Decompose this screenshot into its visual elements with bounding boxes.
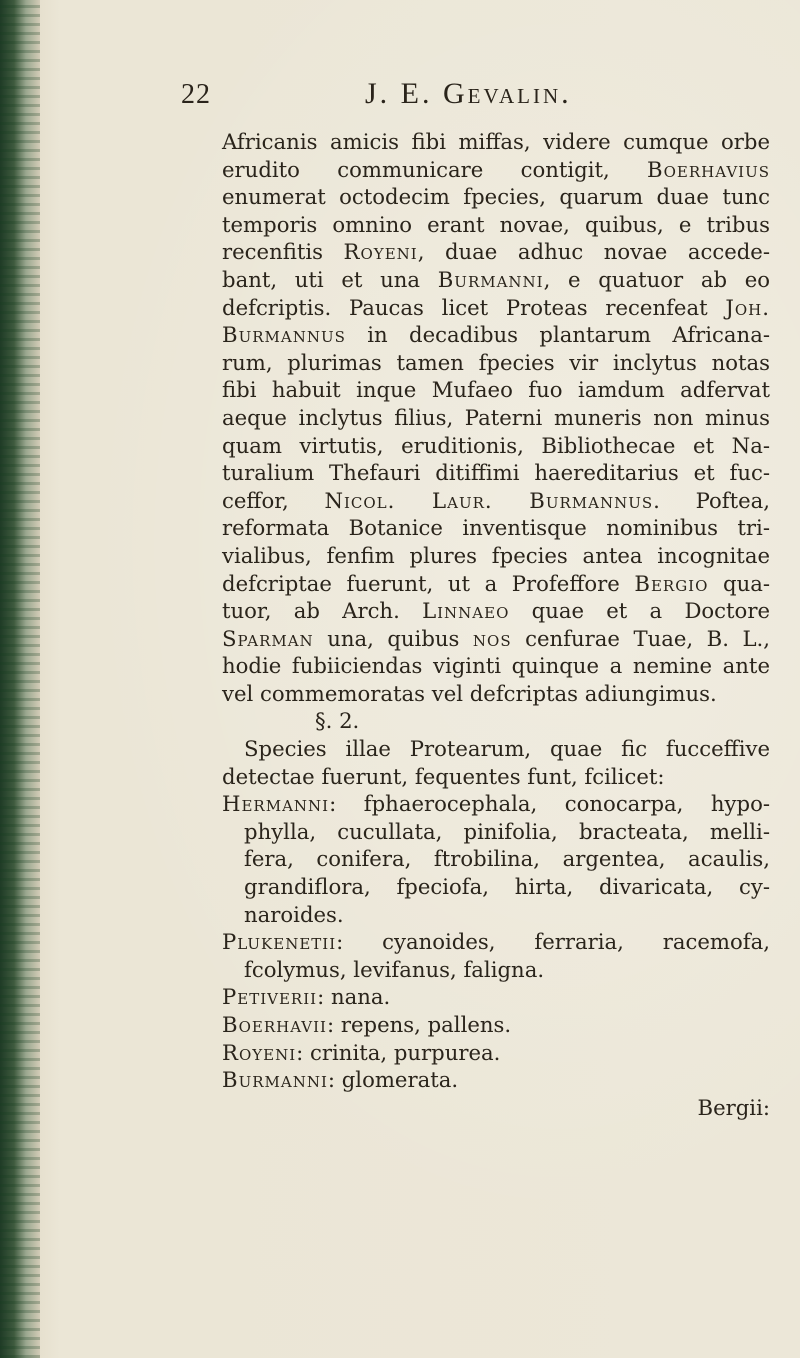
text-line bbox=[222, 128, 770, 156]
text-span: : fphaerocephala, conocarpa, hypo- bbox=[329, 791, 770, 817]
text-line bbox=[222, 514, 770, 542]
small-caps-name: Plukenetii bbox=[222, 929, 337, 955]
text-span: fera, conifera, ftrobilina, argentea, acaulis, bbox=[244, 846, 770, 872]
text-line bbox=[222, 487, 770, 515]
catchword: Bergii: bbox=[697, 1094, 770, 1120]
text-line bbox=[222, 790, 770, 818]
text-span: Africanis amicis fibi miffas, videre cumque orbe bbox=[222, 129, 770, 154]
paragraph-2 bbox=[222, 735, 770, 1094]
text-span: rum, plurimas tamen fpecies vir inclytus notas bbox=[222, 349, 770, 375]
text-line bbox=[222, 873, 770, 901]
text-line bbox=[222, 983, 770, 1011]
text-span: defcriptis. Paucas licet Proteas recenfeat bbox=[222, 294, 726, 320]
text-line bbox=[222, 818, 770, 846]
text-line bbox=[222, 763, 770, 791]
text-line bbox=[222, 404, 770, 432]
text-span: : cyanoides, ferraria, racemofa, bbox=[336, 929, 770, 955]
small-caps-name: Boerhavii bbox=[222, 1012, 327, 1037]
small-caps-name: Bergio bbox=[634, 570, 709, 596]
small-caps-name: Boerhavius bbox=[647, 156, 770, 182]
text-line bbox=[222, 597, 770, 625]
text-span: bant, uti et una bbox=[222, 266, 438, 292]
small-caps-name: Royeni bbox=[343, 239, 418, 265]
text-span: Species illae Protearum, quae fic fucceffive bbox=[244, 736, 770, 762]
small-caps-name: Hermanni bbox=[222, 791, 330, 817]
text-span: detectae fuerunt, fequentes funt, fcilicet: bbox=[222, 763, 665, 789]
text-span: grandiflora, fpeciofa, hirta, divaricata, cy- bbox=[244, 874, 770, 900]
text-line bbox=[222, 901, 770, 929]
text-line bbox=[222, 1011, 770, 1039]
text-line bbox=[222, 570, 770, 598]
text-span: in decadibus plantarum Africana- bbox=[345, 322, 770, 348]
text-span: reformata Botanice inventisque nominibus tri- bbox=[222, 515, 770, 541]
text-span: una, quibus bbox=[313, 625, 473, 651]
text-span: fcolymus, levifanus, faligna. bbox=[244, 956, 545, 982]
text-span: enumerat octodecim fpecies, quarum duae tunc bbox=[222, 184, 770, 210]
text-span: quam virtutis, eruditionis, Bibliothecae et Na- bbox=[222, 432, 770, 458]
text-line bbox=[222, 294, 770, 322]
small-caps-name: Petiverii bbox=[222, 984, 318, 1010]
text-line bbox=[222, 266, 770, 294]
text-span: defcriptae fuerunt, ut a Profeffore bbox=[222, 570, 635, 596]
text-line bbox=[222, 1039, 770, 1067]
paragraph-1 bbox=[222, 128, 770, 707]
small-caps-name: Burmanni bbox=[222, 1067, 328, 1093]
text-line bbox=[222, 183, 770, 211]
text-line bbox=[222, 625, 770, 653]
text-span: naroides. bbox=[244, 901, 344, 927]
text-span: . Poftea, bbox=[653, 487, 771, 513]
small-caps-name: nos bbox=[472, 625, 512, 651]
text-span: ceffor, bbox=[222, 487, 325, 513]
page-body bbox=[222, 128, 770, 1121]
text-line bbox=[222, 928, 770, 956]
text-line bbox=[222, 211, 770, 239]
text-line bbox=[222, 1066, 770, 1094]
text-span: : repens, pallens. bbox=[326, 1012, 512, 1037]
text-span: turalium Thefauri ditiffimi haereditarius et fuc- bbox=[222, 460, 770, 486]
text-line bbox=[222, 652, 770, 680]
text-line bbox=[222, 542, 770, 570]
text-line bbox=[222, 156, 770, 184]
small-caps-name: Nicol. Laur. Burmannus bbox=[324, 487, 654, 513]
text-line bbox=[222, 349, 770, 377]
running-title: J. E. Gevalin. bbox=[365, 77, 572, 110]
text-line bbox=[222, 321, 770, 349]
text-line bbox=[222, 735, 770, 763]
book-binding-edge bbox=[0, 0, 40, 1358]
text-span: : nana. bbox=[317, 984, 391, 1010]
text-span: , e quatuor ab eo bbox=[543, 266, 770, 292]
text-span: fibi habuit inque Mufaeo fuo iamdum adfervat bbox=[222, 377, 770, 403]
text-span: aeque inclytus filius, Paterni muneris non minus bbox=[222, 404, 770, 430]
text-span: cenfurae Tuae, B. L., bbox=[511, 625, 770, 651]
small-caps-name: Linnaeo bbox=[422, 598, 510, 624]
text-span: recenfitis bbox=[222, 239, 344, 265]
small-caps-name: Burmannus bbox=[222, 322, 346, 348]
text-line bbox=[222, 238, 770, 266]
text-span: , duae adhuc novae accede- bbox=[417, 239, 770, 265]
small-caps-name: Sparman bbox=[222, 625, 314, 651]
text-line bbox=[222, 376, 770, 404]
text-span: temporis omnino erant novae, quibus, e tribus bbox=[222, 211, 770, 237]
small-caps-name: Burmanni bbox=[437, 266, 544, 292]
text-line bbox=[222, 845, 770, 873]
text-line bbox=[222, 459, 770, 487]
text-span: vialibus, fenfim plures fpecies antea incognitae bbox=[222, 542, 770, 568]
text-line bbox=[222, 680, 770, 708]
text-span: tuor, ab Arch. bbox=[222, 598, 423, 624]
text-span: : crinita, purpurea. bbox=[296, 1039, 501, 1065]
text-line bbox=[222, 432, 770, 460]
text-span: : glomerata. bbox=[327, 1067, 459, 1093]
text-span: quae et a Doctore bbox=[509, 598, 770, 624]
small-caps-name: Royeni bbox=[222, 1039, 297, 1065]
text-span: qua- bbox=[708, 570, 771, 596]
text-span: vel commemoratas vel defcriptas adiungimus. bbox=[222, 680, 717, 706]
text-span: phylla, cucullata, pinifolia, bracteata, melli- bbox=[244, 818, 770, 844]
text-line bbox=[222, 956, 770, 984]
text-span: hodie fubiiciendas viginti quinque a nemine ante bbox=[222, 653, 770, 679]
page-number: 22 bbox=[181, 79, 211, 110]
small-caps-name: Joh. bbox=[725, 294, 770, 320]
section-mark: §. 2. bbox=[315, 708, 360, 734]
text-span: erudito communicare contigit, bbox=[222, 156, 648, 182]
